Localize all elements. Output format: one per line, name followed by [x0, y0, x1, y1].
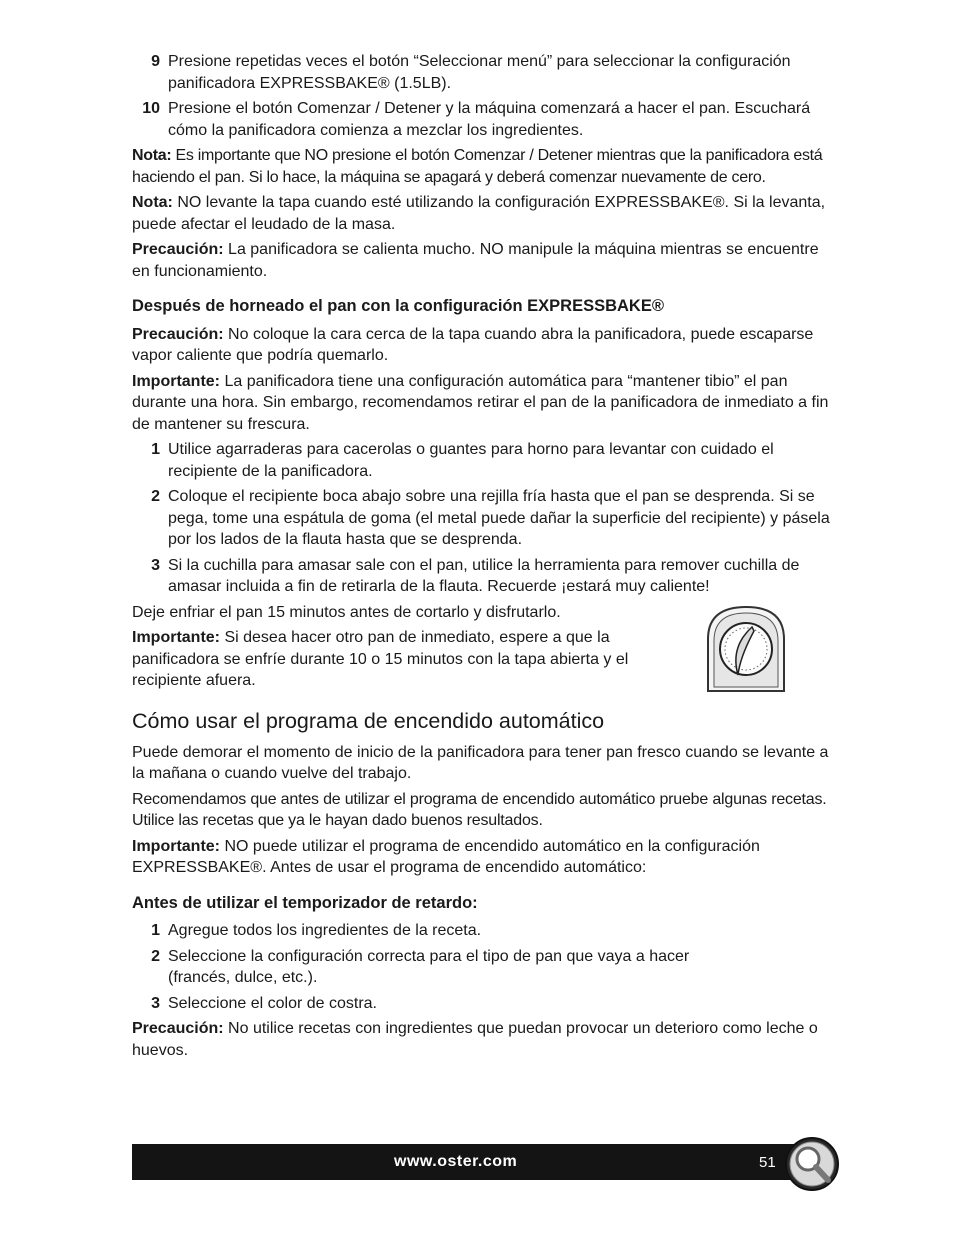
- important-paragraph: [132, 836, 832, 879]
- subheading-after-baking: Después de horneado el pan con la configuración EXPRESSBAKE®: [132, 297, 665, 315]
- important-paragraph: [132, 371, 832, 436]
- caution-text: La panificadora se calienta mucho. NO manipule la máquina mientras se encuentre en funcionamiento.: [132, 241, 819, 280]
- caution-text: No coloque la cara cerca de la tapa cuando abra la panificadora, puede escaparse vapor caliente que podría quemarlo.: [132, 325, 814, 364]
- kitchen-timer-icon: [704, 603, 788, 695]
- intro-paragraph: Puede demorar el momento de inicio de la panificadora para tener pan fresco cuando se levante a la mañana o cuando vuelve del trabajo.: [132, 743, 829, 782]
- page-content: [132, 51, 832, 1065]
- step-text: Presione repetidas veces el botón “Seleccionar menú” para seleccionar la configuración panificadora EXPRESSBAKE® (1.5LB).: [168, 53, 791, 92]
- important-label: Importante:: [132, 372, 220, 390]
- important-label: Importante:: [132, 837, 220, 855]
- subheading-delay-timer: Antes de utilizar el temporizador de retardo:: [132, 893, 478, 912]
- magnifier-icon: [784, 1136, 840, 1192]
- recommendation-paragraph: Recomendamos que antes de utilizar el programa de encendido automático pruebe algunas recetas. Utilice las recetas que ya le hayan dado buenos resultados.: [132, 790, 827, 829]
- step-text: Coloque el recipiente boca abajo sobre una rejilla fría hasta que el pan se desprenda. Si se pega, tome una espátula de goma (el metal puede dañar la superficie del recipiente) y pásela por los lados de la flauta hasta que se desprenda.: [168, 488, 830, 548]
- footer-bar: [132, 1144, 824, 1180]
- list-item: [132, 486, 832, 551]
- page-number: 51: [759, 1154, 776, 1171]
- cooling-text: Deje enfriar el pan 15 minutos antes de cortarlo y disfrutarlo.: [132, 603, 561, 621]
- note-text: Es importante que NO presione el botón Comenzar / Detener mientras que la panificadora está haciendo el pan. Si lo hace, la máquina se apagará y deberá comenzar nuevamente de cero.: [132, 147, 823, 186]
- list-item: [132, 51, 832, 94]
- caution-label: Precaución:: [132, 241, 224, 258]
- step-text: Seleccione el color de costra.: [168, 994, 377, 1012]
- step-text: Si la cuchilla para amasar sale con el pan, utilice la herramienta para remover cuchilla de amasar incluida a fin de retirarla de la flauta. Recuerde ¡estará muy caliente!: [168, 556, 800, 595]
- important-text: La panificadora tiene una configuración automática para “mantener tibio” el pan durante una hora. Sin embargo, recomendamos retirar el pan de la panificadora de inmediato a fin de mantener su frescura.: [132, 372, 829, 433]
- caution-paragraph: [132, 239, 832, 282]
- caution-text: No utilice recetas con ingredientes que puedan provocar un deterioro como leche o huevos.: [132, 1020, 818, 1059]
- step-number: 2: [151, 947, 160, 965]
- step-number: 1: [151, 441, 160, 458]
- caution-paragraph: [132, 324, 832, 367]
- important-label: Importante:: [132, 629, 220, 646]
- step-number: 2: [151, 488, 160, 505]
- step-number: 9: [151, 53, 160, 70]
- note-text: NO levante la tapa cuando esté utilizando la configuración EXPRESSBAKE®. Si la levanta, puede afectar el leudado de la masa.: [132, 194, 826, 233]
- important-text: NO puede utilizar el programa de encendido automático en la configuración EXPRESSBAKE®. Antes de usar el programa de encendido automático:: [132, 837, 760, 876]
- important-text: Si desea hacer otro pan de inmediato, espere a que la panificadora se enfríe durante 10 o 15 minutos con la tapa abierta y el recipiente afuera.: [132, 629, 629, 689]
- section-heading: Cómo usar el programa de encendido automático: [132, 708, 605, 733]
- list-item: [132, 98, 832, 141]
- caution-label: Precaución:: [132, 325, 224, 343]
- step-number: 3: [151, 556, 160, 574]
- caution-label: Precaución:: [132, 1020, 224, 1037]
- step-number: 3: [151, 994, 160, 1012]
- important-paragraph: [132, 627, 672, 692]
- note-paragraph: [132, 145, 832, 188]
- note-label: Nota:: [132, 194, 173, 211]
- note-label: Nota:: [132, 147, 172, 164]
- step-text: Agregue todos los ingredientes de la receta.: [168, 922, 482, 939]
- step-text: Utilice agarraderas para cacerolas o guantes para horno para levantar con cuidado el recipiente de la panificadora.: [168, 441, 774, 480]
- step-text: Presione el botón Comenzar / Detener y la máquina comenzará a hacer el pan. Escuchará cómo la panificadora comienza a mezclar los ingredientes.: [168, 100, 811, 139]
- list-item: [132, 920, 832, 942]
- step-number: 10: [142, 100, 160, 117]
- list-item: [132, 946, 832, 989]
- step-number: 1: [151, 922, 160, 939]
- caution-paragraph: [132, 1018, 832, 1061]
- note-paragraph: [132, 192, 832, 235]
- list-item: [132, 993, 832, 1015]
- list-item: [132, 439, 832, 482]
- website-link[interactable]: www.oster.com: [394, 1153, 518, 1170]
- step-text: Seleccione la configuración correcta para el tipo de pan que vaya a hacer (francés, dulce, etc.).: [168, 947, 690, 986]
- list-item: [132, 555, 832, 598]
